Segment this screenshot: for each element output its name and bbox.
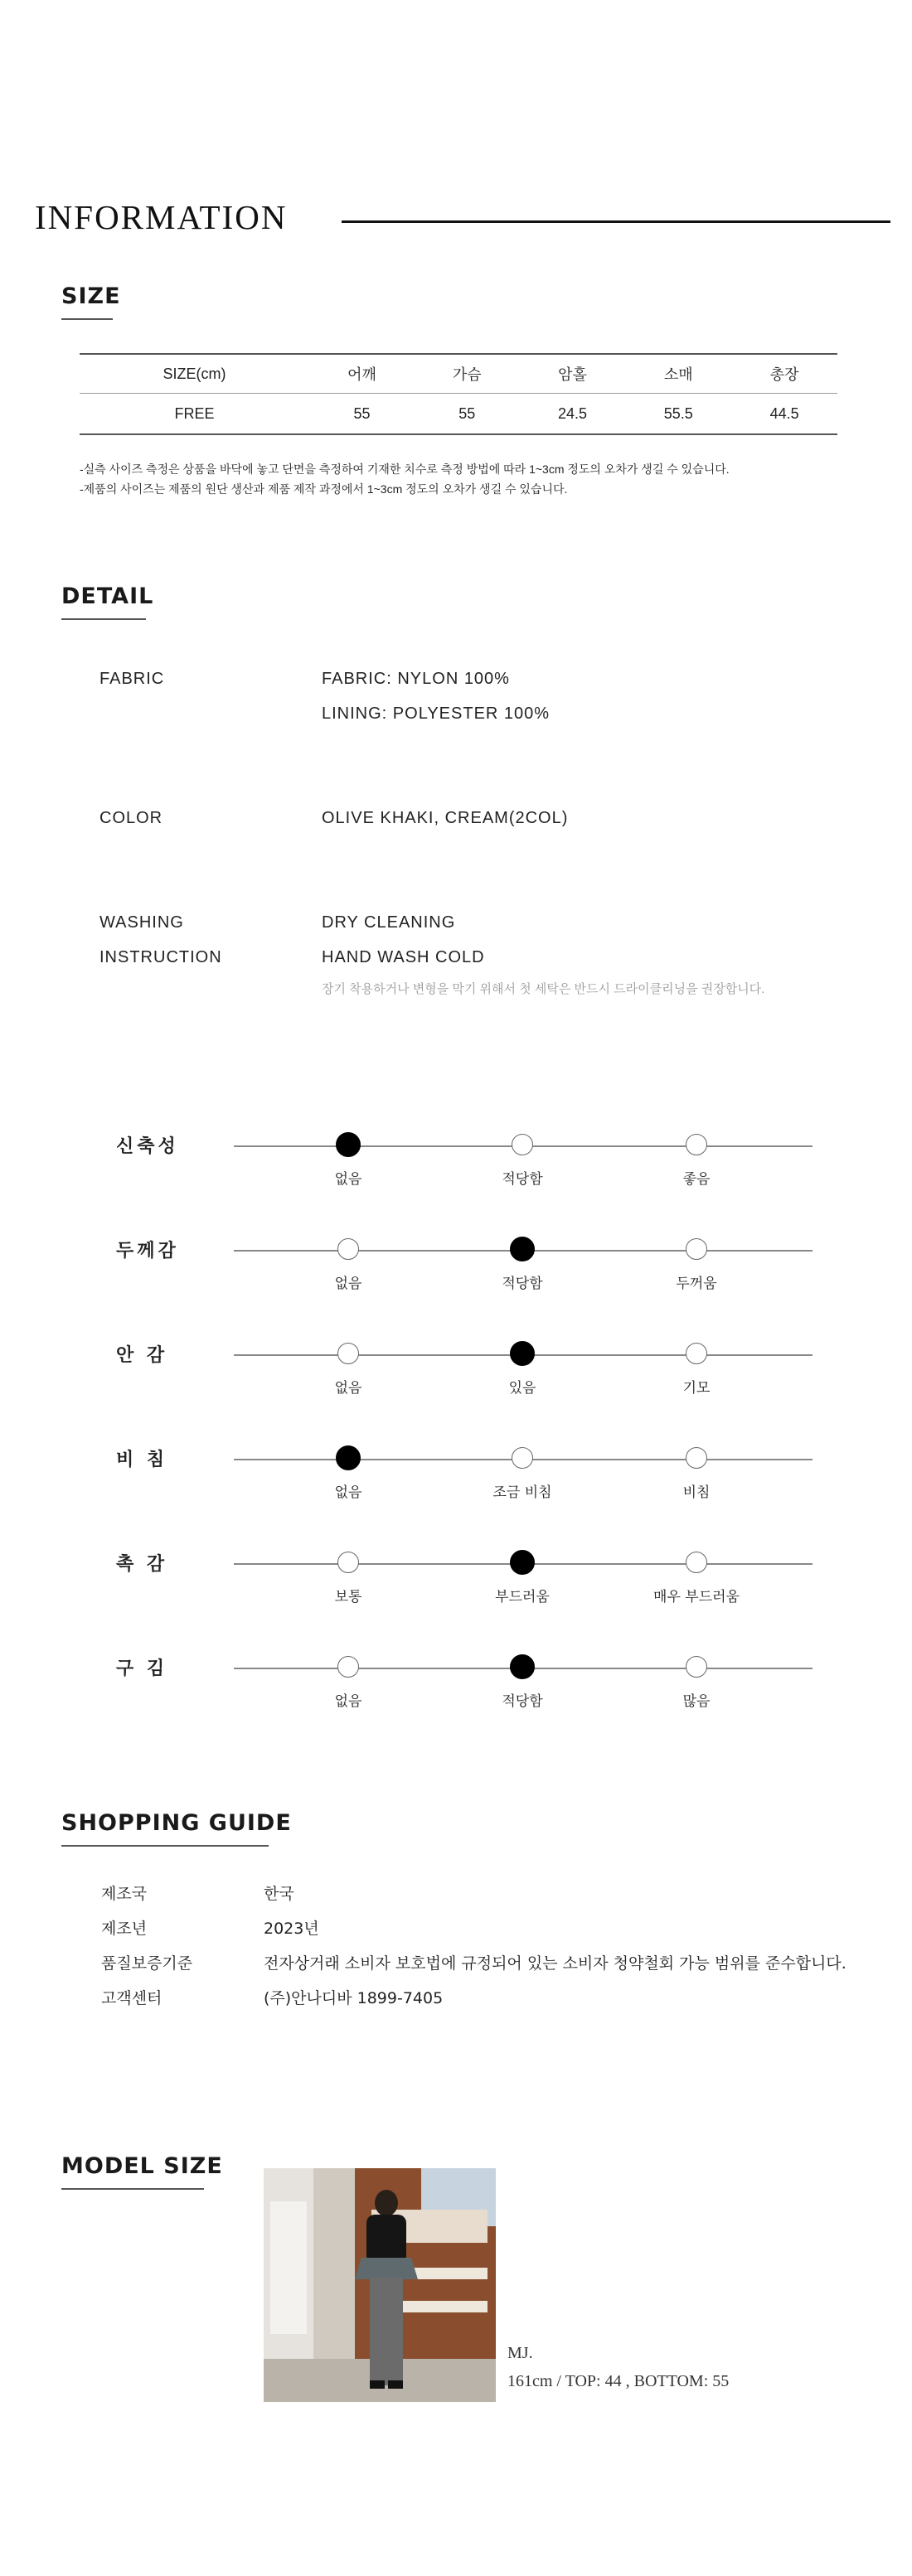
size-cell: 44.5 [731, 394, 837, 435]
information-divider [342, 220, 890, 223]
scale-label: 안 감 [116, 1345, 168, 1366]
scale-option-label: 없음 [334, 1380, 362, 1397]
size-header-cell: 어깨 [309, 354, 415, 394]
model-size-underline [61, 2188, 204, 2190]
model-photo-illustration [264, 2168, 496, 2402]
scale-dot [337, 1238, 359, 1260]
scale-option-label: 적당함 [502, 1693, 543, 1710]
scale-dot-selected [336, 1132, 361, 1157]
scale-dot [337, 1552, 359, 1573]
scale-option-label: 없음 [334, 1484, 362, 1501]
instruction-label: INSTRUCTION [99, 948, 222, 966]
scale-option-label: 없음 [334, 1171, 362, 1188]
scale-dot [686, 1343, 707, 1364]
scale-option-label: 없음 [334, 1276, 362, 1292]
guide-value-quality: 전자상거래 소비자 보호법에 규정되어 있는 소비자 청약철회 가능 범위를 준수합니다. [264, 1954, 847, 1973]
guide-label-year: 제조년 [101, 1920, 148, 1938]
scale-label: 두께감 [116, 1241, 179, 1261]
detail-title-underline [61, 618, 146, 620]
shopping-guide-title: SHOPPING GUIDE [61, 1810, 292, 1836]
scale-dot [337, 1656, 359, 1678]
washing-value: HAND WASH COLD [322, 948, 485, 966]
size-cell: 55.5 [625, 394, 731, 435]
scale-option-label: 없음 [334, 1693, 362, 1710]
scale-option-label: 비침 [682, 1484, 711, 1501]
scale-option-label: 있음 [508, 1380, 536, 1397]
size-cell: 24.5 [520, 394, 626, 435]
scale-option-label: 부드러움 [495, 1589, 550, 1605]
scale-option-label: 두꺼움 [676, 1276, 717, 1292]
scale-option-label: 매우 부드러움 [653, 1589, 740, 1605]
scale-option-label: 기모 [682, 1380, 711, 1397]
size-cell: FREE [80, 394, 309, 435]
scale-row [0, 1237, 912, 1311]
scale-option-label: 조금 비침 [492, 1484, 552, 1501]
scale-dot [686, 1134, 707, 1155]
scale-row [0, 1550, 912, 1625]
table-row [80, 394, 837, 435]
color-label: COLOR [99, 809, 163, 827]
guide-value-year: 2023년 [264, 1920, 319, 1938]
scale-row [0, 1132, 912, 1207]
size-header-cell: 가슴 [415, 354, 520, 394]
size-header-cell: 암홀 [520, 354, 626, 394]
model-photo [264, 2168, 496, 2402]
guide-label-quality: 품질보증기준 [101, 1954, 193, 1973]
scale-dot [686, 1552, 707, 1573]
scale-dot-selected [510, 1550, 535, 1575]
guide-label-support: 고객센터 [101, 1989, 163, 2007]
scale-dot-selected [510, 1654, 535, 1679]
scale-label: 신축성 [116, 1136, 179, 1157]
model-name: MJ. [507, 2344, 533, 2362]
size-section-title: SIZE [61, 283, 121, 309]
scale-option-label: 적당함 [502, 1276, 543, 1292]
detail-section-title: DETAIL [61, 583, 154, 609]
size-title-underline [61, 318, 113, 320]
model-spec: 161cm / TOP: 44 , BOTTOM: 55 [507, 2372, 730, 2390]
size-table [80, 353, 837, 435]
scale-dot [686, 1447, 707, 1469]
scale-label: 촉 감 [116, 1554, 168, 1575]
lining-value: LINING: POLYESTER 100% [322, 705, 551, 723]
scale-dot-selected [336, 1445, 361, 1470]
scale-label: 구 김 [116, 1658, 168, 1679]
scale-dot-selected [510, 1341, 535, 1366]
size-note: -제품의 사이즈는 제품의 원단 생산과 제품 제작 과정에서 1~3cm 정도의 오차가 생길 수 있습니다. [80, 482, 568, 496]
guide-value-support: (주)안나디바 1899-7405 [264, 1989, 444, 2007]
washing-label: WASHING [99, 913, 184, 932]
size-header-cell: 총장 [731, 354, 837, 394]
size-note: -실측 사이즈 측정은 상품을 바닥에 놓고 단면을 측정하여 기재한 치수로 측정 방법에 따라 1~3cm 정도의 오차가 생길 수 있습니다. [80, 462, 730, 476]
size-cell: 55 [415, 394, 520, 435]
size-header-cell: SIZE(cm) [80, 354, 309, 394]
guide-value-country: 한국 [264, 1885, 294, 1903]
size-header-cell: 소매 [625, 354, 731, 394]
washing-note: 장기 착용하거나 변형을 막기 위해서 첫 세탁은 반드시 드라이클리닝을 권장합니다. [322, 982, 765, 996]
scale-dot [686, 1238, 707, 1260]
scale-option-label: 많음 [682, 1693, 711, 1710]
scale-option-label: 보통 [334, 1589, 362, 1605]
fabric-label: FABRIC [99, 670, 165, 688]
washing-value: DRY CLEANING [322, 913, 456, 932]
scale-label: 비 침 [116, 1450, 168, 1470]
guide-label-country: 제조국 [101, 1885, 148, 1903]
scale-option-label: 적당함 [502, 1171, 543, 1188]
size-table-header-row [80, 354, 837, 394]
scale-row [0, 1445, 912, 1520]
color-value: OLIVE KHAKI, CREAM(2COL) [322, 809, 569, 827]
model-size-title: MODEL SIZE [61, 2153, 223, 2179]
scale-dot-selected [510, 1237, 535, 1261]
size-cell: 55 [309, 394, 415, 435]
scale-dot [686, 1656, 707, 1678]
scale-dot [512, 1447, 533, 1469]
scale-option-label: 좋음 [682, 1171, 711, 1188]
scale-row [0, 1654, 912, 1729]
scale-dot [337, 1343, 359, 1364]
fabric-value: FABRIC: NYLON 100% [322, 670, 510, 688]
information-title: INFORMATION [35, 198, 288, 236]
scale-dot [512, 1134, 533, 1155]
shopping-guide-underline [61, 1845, 269, 1847]
scale-row [0, 1341, 912, 1416]
